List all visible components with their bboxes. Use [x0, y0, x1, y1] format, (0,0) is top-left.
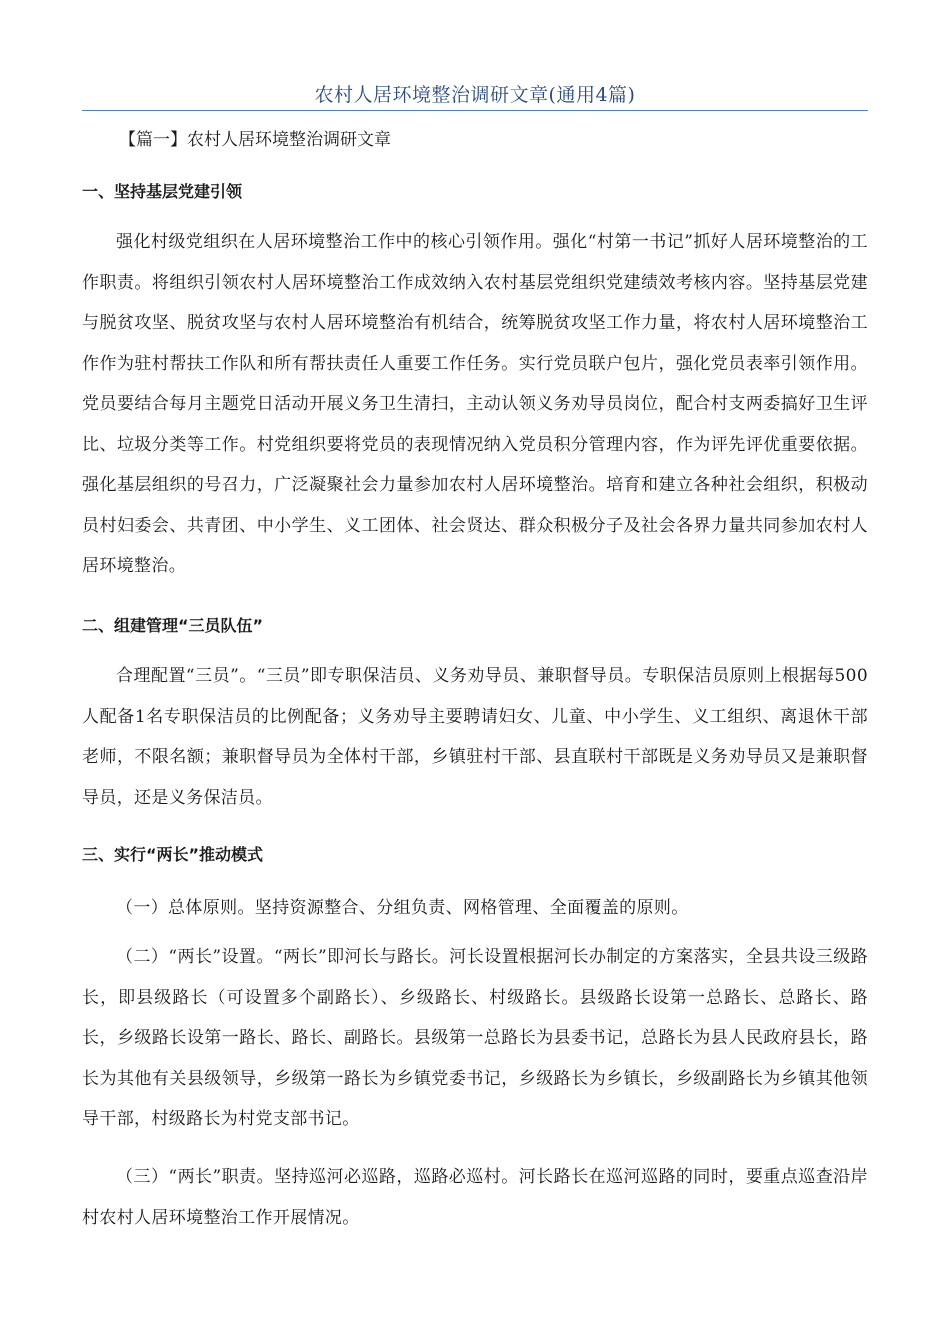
section-3-paragraph-2: （二）“两长”设置。“两长”即河长与路长。河长设置根据河长办制定的方案落实，全县共设三级路长，即县级路长（可设置多个副路长）、乡级路长、村级路长。县级路长设第一总路长、总路长、路长，乡级路长设第一路长、路长、副路长。县级第一总路长为县委书记，总路长为县人民政府县长，路长为其他有关县级领导，乡级第一路长为乡镇党委书记，乡级路长为乡镇长，乡级副路长为乡镇其他领导干部，村级路长为村党支部书记。 — [82, 947, 868, 1129]
section-3-paragraph-1: （一）总体原则。坚持资源整合、分组负责、网格管理、全面覆盖的原则。 — [116, 898, 689, 918]
section-2-paragraph-1: 合理配置“三员”。“三员”即专职保洁员、义务劝导员、兼职督导员。专职保洁员原则上根据每500人配备1名专职保洁员的比例配备；义务劝导主要聘请妇女、儿童、中小学生、义工组织、离退休干部老师，不限名额；兼职督导员为全体村干部，乡镇驻村干部、县直联村干部既是义务劝导员又是兼职督导员，还是义务保洁员。 — [82, 666, 868, 808]
section-heading-2: 二、组建管理“三员队伍” — [82, 616, 264, 635]
section-heading-3: 三、实行“两长”推动模式 — [82, 845, 264, 864]
document-title: 农村人居环境整治调研文章(通用4篇) — [314, 84, 636, 106]
title-underline — [82, 110, 868, 111]
part-title: 【篇一】农村人居环境整治调研文章 — [119, 130, 391, 150]
section-3-paragraph-3: （三）“两长”职责。坚持巡河必巡路，巡路必巡村。河长路长在巡河巡路的同时，要重点巡查沿岸村农村人居环境整治工作开展情况。 — [82, 1167, 868, 1228]
section-1-paragraph-1: 强化村级党组织在人居环境整治工作中的核心引领作用。强化“村第一书记”抓好人居环境整治的工作职责。将组织引领农村人居环境整治工作成效纳入农村基层党组织党建绩效考核内容。坚持基层党建与脱贫攻坚、脱贫攻坚与农村人居环境整治有机结合，统筹脱贫攻坚工作力量，将农村人居环境整治工作作为驻村帮扶工作队和所有帮扶责任人重要工作任务。实行党员联户包片，强化党员表率引领作用。党员要结合每月主题党日活动开展义务卫生清扫，主动认领义务劝导员岗位，配合村支两委搞好卫生评比、垃圾分类等工作。村党组织要将党员的表现情况纳入党员积分管理内容，作为评先评优重要依据。强化基层组织的号召力，广泛凝聚社会力量参加农村人居环境整治。培育和建立各种社会组织，积极动员村妇委会、共青团、中小学生、义工团体、社会贤达、群众积极分子及社会各界力量共同参加农村人居环境整治。 — [82, 232, 868, 576]
section-heading-1: 一、坚持基层党建引领 — [82, 182, 243, 201]
